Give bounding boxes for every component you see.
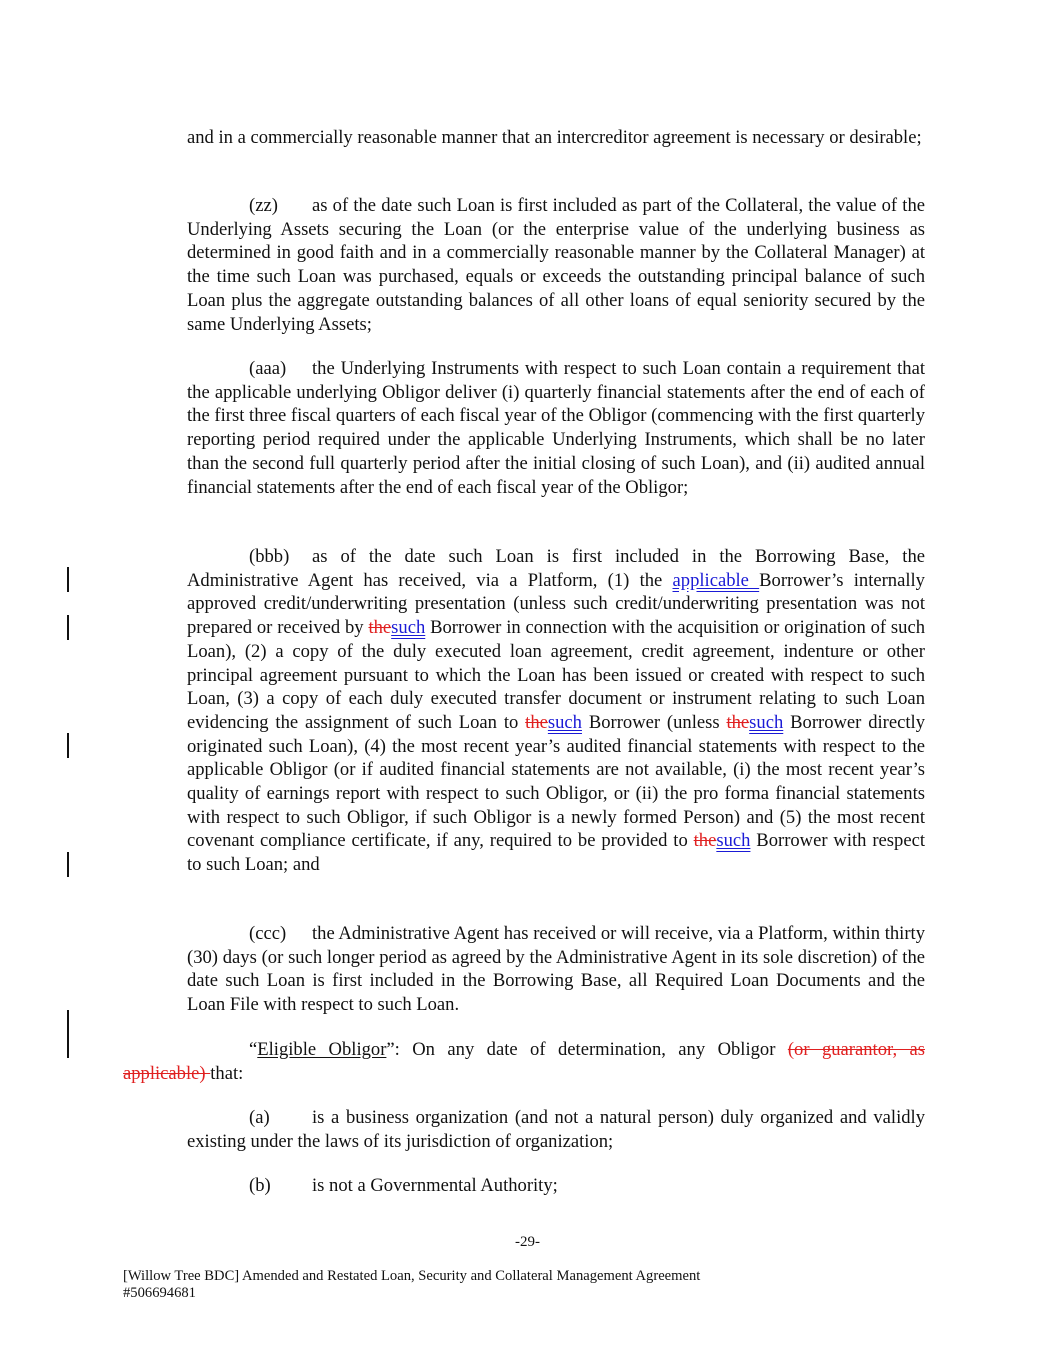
definition-text: : On any date of determination, any Obligor	[394, 1039, 788, 1060]
footer-doc-id: #506694681	[123, 1285, 196, 1301]
clause-text: is not a Governmental Authority;	[312, 1175, 558, 1196]
clause-text: as of the date such Loan is first included in the Borrowing Base, the Administrative Agent has received, via a Platform, (1) the	[187, 546, 925, 591]
clause-label: (bbb)	[249, 546, 290, 567]
deleted-text: the	[693, 830, 717, 852]
deleted-text: the	[525, 711, 548, 733]
continuation-text: and in a commercially reasonable manner that an intercreditor agreement is necessary or desirable;	[187, 127, 922, 148]
definition-eligible-obligor	[123, 1038, 925, 1085]
clause-aaa	[187, 357, 925, 499]
close-quote: ”	[386, 1039, 395, 1060]
change-bar	[67, 852, 69, 877]
clause-text: Borrower (unless	[581, 711, 727, 733]
clause-text: the Administrative Agent has received or will receive, via a Platform, within thirty (30) days (or such longer period as agreed by the Administrative Agent in its sole discretion) of the date such Loan is first included in the Borrowing Base, all Required Loan Documents and the Loan File with respect to such Loan.	[187, 923, 925, 1016]
continuation-paragraph	[187, 126, 925, 150]
deleted-text: (or guarantor, as applicable)	[123, 1039, 926, 1084]
clause-label: (b)	[249, 1175, 271, 1196]
inserted-text: such	[391, 617, 426, 639]
clause-text: Borrower in connection with the acquisition or origination of such Loan), (2) a copy of the duly executed loan agreement, credit agreement, indenture or other principal agreement pursuant to which the Loan has been issued or created with respect to such Loan, (3) a copy of each duly executed transfer document or instrument relating to such Loan evidencing the assignment of such Loan to	[187, 617, 925, 733]
clause-text: as of the date such Loan is first included as part of the Collateral, the value of the Underlying Assets securing the Loan (or the enterprise value of the underlying business as determined in good faith and in a commercially reasonable manner by the Collateral Manager) at the time such Loan was purchased, equals or exceeds the outstanding principal balance of such Loan plus the aggregate outstanding balances of all other loans of equal seniority secured by the same Underlying Assets;	[187, 195, 925, 335]
change-bar	[67, 1010, 69, 1058]
clause-label: (ccc)	[249, 923, 287, 944]
clause-label: (zz)	[249, 195, 278, 216]
clause-text: is a business organization (and not a natural person) duly organized and validly existing under the laws of its jurisdiction of organization;	[187, 1107, 925, 1152]
clause-label: (a)	[249, 1107, 270, 1128]
inserted-text: such	[547, 711, 582, 733]
change-bar	[67, 733, 69, 758]
clause-ccc	[187, 922, 925, 1017]
clause-text: Borrower directly originated such Loan), (4) the most recent year’s audited financial statements with respect to the applicable Obligor (or if audited financial statements are not available, (i) the most recent year’s quality of earnings report with respect to such Obligor, or (ii) the pro forma financial statements with respect to such Obligor, if such Obligor is a newly formed Person) and (5) the most recent covenant compliance certificate, if any, required to be provided to	[187, 711, 926, 852]
clause-text: the Underlying Instruments with respect to such Loan contain a requirement that the applicable underlying Obligor deliver (i) quarterly financial statements after the end of each of the first three fiscal quarters of each fiscal year of the Obligor (commencing with the first quarterly reporting period required under the applicable Underlying Instruments, which shall be no later than the second full quarterly period after the initial closing of such Loan), and (ii) audited annual financial statements after the end of each fiscal year of the Obligor;	[187, 358, 925, 498]
clause-b	[187, 1174, 925, 1198]
footer	[123, 1268, 700, 1302]
deleted-text: the	[726, 711, 750, 733]
inserted-text: such	[716, 830, 751, 852]
clause-bbb	[187, 545, 925, 877]
inserted-text: such	[749, 711, 784, 733]
definition-text: that:	[210, 1062, 244, 1084]
clause-text: Borrower with respect to such Loan; and	[187, 830, 926, 876]
inserted-text: applicable	[672, 569, 760, 591]
open-quote: “	[249, 1039, 258, 1060]
clause-label: (aaa)	[249, 358, 287, 379]
deleted-text: the	[368, 617, 392, 639]
page-number: -29-	[515, 1234, 540, 1250]
change-bar	[67, 567, 69, 592]
clause-a	[187, 1106, 925, 1153]
change-bar	[67, 615, 69, 640]
clause-zz	[187, 194, 925, 336]
clause-text: Borrower’s internally approved credit/underwriting presentation (unless such credit/underwriting presentation was not prepared or received by	[187, 569, 925, 639]
defined-term: Eligible Obligor	[257, 1039, 387, 1060]
footer-title: [Willow Tree BDC] Amended and Restated Loan, Security and Collateral Management Agreement	[123, 1268, 701, 1284]
